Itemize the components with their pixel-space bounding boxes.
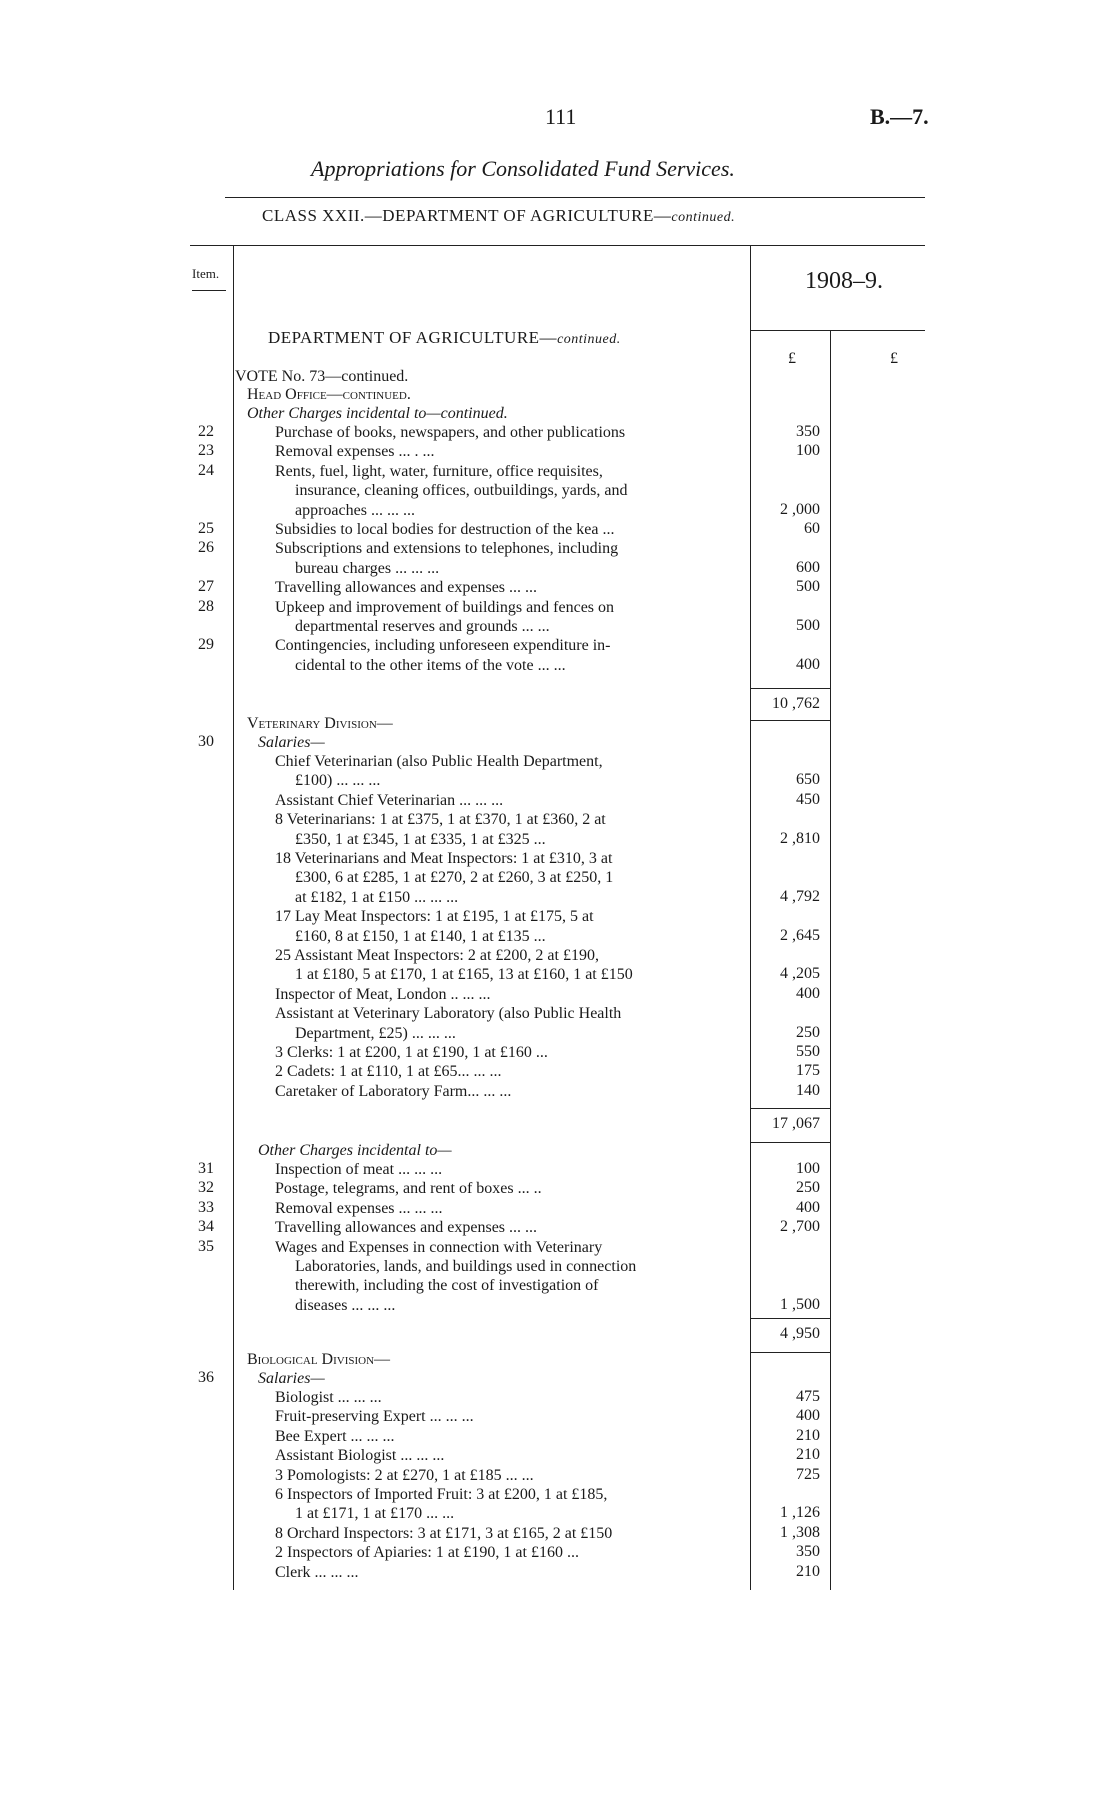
line-item-text: Inspection of meat ... ... ...: [275, 1161, 443, 1178]
page-number: 111: [545, 104, 577, 129]
line-item-text: Chief Veterinarian (also Public Health Department,: [275, 753, 603, 770]
line-item-text: Clerk ... ... ...: [275, 1563, 359, 1581]
line-item-text: bureau charges ... ... ...: [295, 559, 440, 577]
line-item-text: approaches ... ... ...: [295, 501, 415, 519]
line-item-amount: 2 ,000: [780, 500, 820, 518]
column-rule: [233, 245, 234, 1590]
item-number: 33: [198, 1198, 214, 1216]
line-item-text: Removal expenses ... ... ...: [275, 1199, 443, 1217]
line-item-text: 3 Clerks: 1 at £200, 1 at £190, 1 at £160 ...: [275, 1044, 548, 1061]
divider: [750, 1352, 830, 1353]
line-item-text: 3 Pomologists: 2 at £270, 1 at £185 ... ...: [275, 1466, 534, 1484]
item-number: 29: [198, 636, 214, 654]
line-item-text: Laboratories, lands, and buildings used in connection: [295, 1258, 637, 1275]
subtotal: 17 ,067: [772, 1115, 820, 1132]
divider: [190, 245, 925, 246]
line-item-text: 8 Orchard Inspectors: 3 at £171, 3 at £165, 2 at £150: [275, 1524, 613, 1542]
line-item-text: £100) ... ... ...: [295, 772, 381, 790]
pound-sign: £: [890, 350, 898, 367]
line-item-amount: 1 ,126: [780, 1504, 820, 1522]
item-number: 24: [198, 461, 214, 479]
line-item-text: Wages and Expenses in connection with Veterinary: [275, 1238, 603, 1256]
line-item-text: Department, £25) ... ... ...: [295, 1024, 456, 1042]
divider: [750, 1142, 830, 1143]
item-number: 35: [198, 1237, 214, 1255]
item-number: 34: [198, 1218, 214, 1236]
line-item-text: Subsidies to local bodies for destruction of the kea ...: [275, 521, 615, 538]
page-title: Appropriations for Consolidated Fund Services.: [311, 156, 735, 181]
line-item-amount: 4 ,205: [780, 965, 820, 983]
line-item-text: cidental to the other items of the vote ... ...: [295, 656, 566, 674]
divider: [750, 1318, 830, 1319]
line-item-text: Assistant at Veterinary Laboratory (also Public Health: [275, 1005, 622, 1023]
line-item-amount: 1 ,308: [780, 1523, 820, 1541]
item-number: 31: [198, 1160, 214, 1177]
line-item-text: at £182, 1 at £150 ... ... ...: [295, 888, 459, 906]
line-item-text: departmental reserves and grounds ... ...: [295, 618, 550, 635]
line-item-text: 6 Inspectors of Imported Fruit: 3 at £200, 1 at £185,: [275, 1486, 608, 1503]
line-item-text: 1 at £171, 1 at £170 ... ...: [295, 1505, 455, 1523]
line-item-text: Assistant Chief Veterinarian ... ... ...: [275, 791, 504, 809]
line-item-amount: 600: [796, 558, 820, 576]
divider: [192, 290, 226, 291]
line-item-text: Travelling allowances and expenses ... ...: [275, 579, 538, 597]
year-column-header: 1908–9.: [805, 268, 883, 294]
line-item-amount: 500: [796, 617, 820, 634]
line-item-amount: 2 ,700: [780, 1218, 820, 1236]
line-item-amount: 350: [796, 423, 820, 440]
line-item-text: 17 Lay Meat Inspectors: 1 at £195, 1 at £175, 5 at: [275, 908, 594, 926]
pound-sign: £: [788, 350, 796, 367]
line-item-text: 25 Assistant Meat Inspectors: 2 at £200, 2 at £190,: [275, 947, 599, 964]
line-item-text: Contingencies, including unforeseen expenditure in-: [275, 637, 611, 655]
line-item-text: Biologist ... ... ...: [275, 1389, 382, 1406]
line-item-text: Assistant Biologist ... ... ...: [275, 1447, 445, 1465]
subtotal: 4 ,950: [780, 1325, 820, 1342]
line-item-amount: 100: [796, 442, 820, 460]
line-item-amount: 140: [796, 1081, 820, 1099]
line-item-amount: 475: [796, 1388, 820, 1405]
item-number: 23: [198, 442, 214, 460]
line-item-text: £160, 8 at £150, 1 at £140, 1 at £135 ...: [295, 927, 546, 945]
line-item-text: therewith, including the cost of investigation of: [295, 1277, 599, 1295]
line-item-text: 18 Veterinarians and Meat Inspectors: 1 at £310, 3 at: [275, 850, 613, 867]
line-item-amount: 400: [796, 1198, 820, 1216]
item-number: 26: [198, 539, 214, 557]
line-item-amount: 1 ,500: [780, 1295, 820, 1313]
line-item-text: £300, 6 at £285, 1 at £270, 2 at £260, 3 at £250, 1: [295, 869, 614, 887]
class-heading: [262, 206, 735, 226]
line-item-text: insurance, cleaning offices, outbuildings, yards, and: [295, 482, 628, 500]
veterinary-other-charges-heading: Other Charges incidental to—: [258, 1142, 452, 1159]
line-item-amount: 400: [796, 655, 820, 673]
divider: [750, 1108, 830, 1109]
item-number: 27: [198, 578, 214, 596]
line-item-amount: 210: [796, 1426, 820, 1444]
line-item-amount: 450: [796, 790, 820, 808]
line-item-amount: 250: [796, 1023, 820, 1041]
subtotal: 10 ,762: [772, 695, 820, 712]
column-rule: [830, 330, 831, 1590]
divider: [750, 330, 925, 331]
line-item-text: Travelling allowances and expenses ... ...: [275, 1219, 538, 1237]
line-item-text: Postage, telegrams, and rent of boxes ... ..: [275, 1180, 542, 1198]
line-item-amount: 175: [796, 1062, 820, 1080]
line-item-amount: 210: [796, 1446, 820, 1464]
item-number: 22: [198, 423, 214, 440]
line-item-amount: 400: [796, 984, 820, 1002]
line-item-amount: 725: [796, 1465, 820, 1483]
line-item-text: Caretaker of Laboratory Farm... ... ...: [275, 1082, 512, 1100]
line-item-text: Removal expenses ... . ...: [275, 443, 435, 461]
item-number: 36: [198, 1369, 214, 1386]
line-item-amount: 4 ,792: [780, 887, 820, 905]
line-item-amount: 100: [796, 1160, 820, 1177]
line-item-amount: 2 ,645: [780, 926, 820, 944]
line-item-text: 1 at £180, 5 at £170, 1 at £165, 13 at £160, 1 at £150: [295, 966, 633, 984]
class-heading-suffix: continued.: [671, 210, 736, 225]
divider: [750, 688, 830, 689]
line-item-text: Fruit-preserving Expert ... ... ...: [275, 1408, 474, 1426]
line-item-amount: 650: [796, 771, 820, 789]
line-item-text: Purchase of books, newspapers, and other publications: [275, 424, 626, 441]
item-number: 32: [198, 1179, 214, 1197]
class-heading-text: CLASS XXII.—DEPARTMENT OF AGRICULTURE—: [262, 206, 672, 225]
item-number: 28: [198, 597, 214, 615]
line-item-amount: 550: [796, 1043, 820, 1060]
department-heading: [268, 328, 621, 348]
line-item-amount: 400: [796, 1407, 820, 1425]
line-item-amount: 2 ,810: [780, 829, 820, 847]
line-item-amount: 210: [796, 1562, 820, 1580]
document-reference: B.—7.: [870, 104, 929, 129]
line-item-text: 2 Inspectors of Apiaries: 1 at £190, 1 at £160 ...: [275, 1544, 579, 1562]
biological-division-heading: Biological Division—: [247, 1351, 391, 1368]
line-item-amount: 250: [796, 1179, 820, 1197]
item-number: 25: [198, 520, 214, 537]
line-item-text: Upkeep and improvement of buildings and fences on: [275, 598, 615, 616]
item-column-header: Item.: [192, 266, 220, 281]
line-item-amount: 500: [796, 578, 820, 596]
divider: [750, 720, 830, 721]
line-item-text: Rents, fuel, light, water, furniture, office requisites,: [275, 462, 603, 480]
line-item-text: diseases ... ... ...: [295, 1296, 396, 1314]
other-charges-heading: Other Charges incidental to—continued.: [247, 405, 508, 422]
line-item-text: Bee Expert ... ... ...: [275, 1427, 395, 1445]
head-office-heading: Head Office—continued.: [247, 386, 411, 403]
line-item-text: Subscriptions and extensions to telephones, including: [275, 540, 619, 558]
line-item-text: Inspector of Meat, London .. ... ...: [275, 985, 491, 1003]
vote-heading: VOTE No. 73—continued.: [235, 368, 409, 385]
line-item-amount: 350: [796, 1543, 820, 1561]
line-item-text: 8 Veterinarians: 1 at £375, 1 at £370, 1 at £360, 2 at: [275, 811, 606, 829]
line-item-text: £350, 1 at £345, 1 at £335, 1 at £325 ...: [295, 830, 546, 848]
line-item-text: 2 Cadets: 1 at £110, 1 at £65... ... ...: [275, 1063, 502, 1081]
item-number: 30: [198, 733, 214, 750]
veterinary-division-heading: Veterinary Division—: [247, 715, 393, 732]
line-item-amount: 60: [804, 520, 820, 537]
veterinary-salaries-heading: Salaries—: [258, 734, 325, 751]
department-heading-text: DEPARTMENT OF AGRICULTURE—: [268, 328, 558, 347]
divider: [225, 197, 925, 198]
biological-salaries-heading: Salaries—: [258, 1370, 325, 1387]
department-heading-suffix: continued.: [557, 332, 621, 347]
